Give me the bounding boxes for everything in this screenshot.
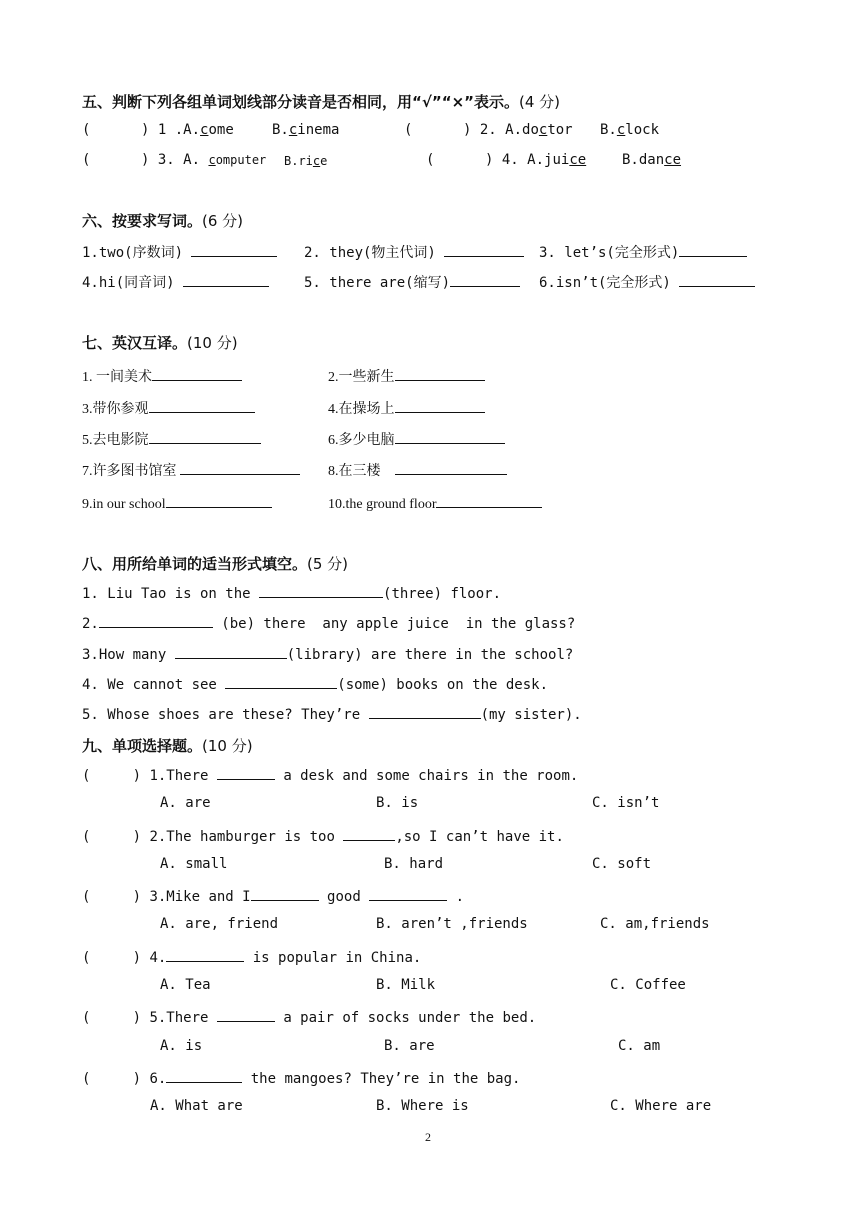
answer-blank[interactable] xyxy=(679,272,755,287)
question-text: 4. xyxy=(149,950,167,966)
s9-q4-option-c[interactable]: C. Coffee xyxy=(610,977,686,993)
underlined-letters: c xyxy=(200,122,209,138)
question-text-rest: ,so I can’t have it. xyxy=(395,829,564,845)
s7-item-2 xyxy=(328,366,485,386)
question-text-rest: a desk and some chairs in the room. xyxy=(274,768,579,784)
section-5-points: (4 分) xyxy=(519,93,561,111)
item-prompt: 6.多少电脑 xyxy=(328,433,395,448)
answer-blank[interactable] xyxy=(436,493,542,508)
s8-item-3 xyxy=(82,644,573,663)
answer-paren[interactable]: ( ) xyxy=(82,1010,142,1026)
answer-paren[interactable]: ( ) xyxy=(82,122,150,138)
s7-item-1 xyxy=(82,366,242,386)
question-text-rest: the mangoes? They’re in the bag. xyxy=(242,1071,521,1087)
s7-item-7 xyxy=(82,460,300,480)
answer-blank[interactable] xyxy=(152,366,242,381)
s5-q1 xyxy=(82,122,234,138)
section-5-title: 五、判断下列各组单词划线部分读音是否相同，用“√”“×”表示。 xyxy=(82,93,520,111)
question-text-rest: . xyxy=(447,889,465,905)
item-prompt-rest: (some) books on the desk. xyxy=(337,677,549,693)
s9-q3-option-a[interactable]: A. are, friend xyxy=(160,916,279,932)
item-prompt-rest: (be) there any apple juice in the glass? xyxy=(212,616,576,632)
item-prompt: 5. Whose shoes are these? They’re xyxy=(82,707,369,723)
answer-paren[interactable]: ( ) xyxy=(82,1071,142,1087)
s9-q6-option-a[interactable]: A. What are xyxy=(150,1098,243,1114)
s9-q1-option-b[interactable]: B. is xyxy=(376,795,419,811)
s9-question-2 xyxy=(82,826,564,845)
section-6-heading xyxy=(82,210,243,231)
answer-blank[interactable] xyxy=(166,947,244,962)
item-prompt: 4.在操场上 xyxy=(328,402,395,417)
s5-q2 xyxy=(404,122,573,138)
answer-paren[interactable]: ( ) xyxy=(82,950,142,966)
answer-paren[interactable]: ( ) xyxy=(404,122,472,138)
s7-item-9 xyxy=(82,493,272,513)
item-prompt: 7.许多图书馆室 xyxy=(82,464,177,479)
s9-q2-option-c[interactable]: C. soft xyxy=(592,856,652,872)
q-number: 2. xyxy=(479,122,497,138)
s6-item-2 xyxy=(304,242,524,262)
s9-question-6 xyxy=(82,1068,520,1087)
question-text-rest: a pair of socks under the bed. xyxy=(274,1010,537,1026)
option-b: B.ri xyxy=(284,154,313,168)
s5-q4-b xyxy=(622,152,681,168)
s9-q5-option-b[interactable]: B. are xyxy=(384,1038,435,1054)
item-prompt: 3.带你参观 xyxy=(82,402,149,417)
item-prompt: 5. there are(缩写) xyxy=(304,275,451,291)
item-prompt: 3. let’s(完全形式) xyxy=(539,245,680,261)
question-text: 1.There xyxy=(149,768,217,784)
item-prompt: 10.the ground floor xyxy=(328,497,437,512)
s6-item-6 xyxy=(539,272,755,292)
s9-question-4 xyxy=(82,947,421,966)
answer-paren[interactable]: ( ) xyxy=(82,768,142,784)
answer-paren[interactable]: ( ) xyxy=(82,889,142,905)
answer-blank[interactable] xyxy=(166,493,272,508)
answer-blank[interactable] xyxy=(251,886,319,901)
s8-item-2 xyxy=(82,613,575,632)
s9-q5-option-a[interactable]: A. is xyxy=(160,1038,203,1054)
section-8-title: 八、用所给单词的适当形式填空。 xyxy=(82,555,308,573)
answer-blank[interactable] xyxy=(395,398,485,413)
s9-q1-option-c[interactable]: C. isn’t xyxy=(592,795,660,811)
s6-item-5 xyxy=(304,272,520,292)
answer-blank[interactable] xyxy=(369,886,447,901)
section-7-heading xyxy=(82,332,238,353)
s9-question-3 xyxy=(82,886,464,905)
s9-q2-option-a[interactable]: A. small xyxy=(160,856,228,872)
answer-blank[interactable] xyxy=(395,460,507,475)
section-6-title: 六、按要求写词。 xyxy=(82,212,203,230)
item-prompt-rest: (my sister). xyxy=(480,707,582,723)
s6-item-4 xyxy=(82,272,269,292)
option-a: A.jui xyxy=(527,152,570,168)
section-5-heading xyxy=(82,91,560,112)
section-9-points: (10 分) xyxy=(202,737,253,755)
answer-blank[interactable] xyxy=(183,272,269,287)
option-b: B. xyxy=(600,122,617,138)
answer-blank[interactable] xyxy=(149,429,261,444)
s8-item-4 xyxy=(82,674,548,693)
s7-item-3 xyxy=(82,398,255,418)
answer-blank[interactable] xyxy=(343,826,395,841)
s7-item-8 xyxy=(328,460,507,480)
section-9-title: 九、单项选择题。 xyxy=(82,737,203,755)
q-number: 1 . xyxy=(157,122,184,138)
section-7-title: 七、英汉互译。 xyxy=(82,334,188,352)
answer-paren[interactable]: ( ) xyxy=(82,829,142,845)
underlined-letters: c xyxy=(538,122,548,138)
answer-blank[interactable] xyxy=(450,272,520,287)
item-prompt: 1. Liu Tao is on the xyxy=(82,586,260,602)
answer-blank[interactable] xyxy=(217,1007,275,1022)
question-text-rest: is popular in China. xyxy=(244,950,422,966)
option-a: A. xyxy=(183,122,201,138)
item-prompt: 6.isn’t(完全形式) xyxy=(539,275,671,291)
s9-question-1 xyxy=(82,765,578,784)
s6-item-1 xyxy=(82,242,277,262)
question-text-mid: good xyxy=(318,889,370,905)
option-b-rest: inema xyxy=(297,122,340,138)
s9-q4-option-a[interactable]: A. Tea xyxy=(160,977,211,993)
s5-q1-b xyxy=(272,122,339,138)
answer-blank[interactable] xyxy=(149,398,255,413)
option-a-rest: omputer xyxy=(215,153,267,167)
section-9-heading xyxy=(82,735,253,756)
option-a: A. xyxy=(183,152,201,168)
question-text: 2.The hamburger is too xyxy=(149,829,344,845)
item-prompt: 9.in our school xyxy=(82,497,166,512)
item-prompt: 5.去电影院 xyxy=(82,433,149,448)
answer-blank[interactable] xyxy=(369,704,481,719)
answer-blank[interactable] xyxy=(99,613,213,628)
section-8-heading xyxy=(82,553,348,574)
item-prompt-rest: (three) floor. xyxy=(383,586,502,602)
item-prompt: 4. We cannot see xyxy=(82,677,226,693)
page-number: 2 xyxy=(425,1130,431,1144)
answer-blank[interactable] xyxy=(180,460,300,475)
underlined-letters: ce xyxy=(664,152,682,168)
question-text: 5.There xyxy=(149,1010,217,1026)
item-prompt-rest: (library) are there in the school? xyxy=(286,647,574,663)
s9-q1-option-a[interactable]: A. are xyxy=(160,795,211,811)
option-a: A.do xyxy=(505,122,539,138)
section-7-points: (10 分) xyxy=(187,334,238,352)
s9-question-5 xyxy=(82,1007,536,1026)
answer-blank[interactable] xyxy=(191,242,277,257)
s5-q2-b xyxy=(600,122,659,138)
answer-blank[interactable] xyxy=(175,644,287,659)
answer-blank[interactable] xyxy=(395,429,505,444)
s9-q6-option-c[interactable]: C. Where are xyxy=(610,1098,712,1114)
option-b-rest: lock xyxy=(625,122,660,138)
s7-item-6 xyxy=(328,429,505,449)
s8-item-5 xyxy=(82,704,582,723)
s9-q4-option-b[interactable]: B. Milk xyxy=(376,977,436,993)
s9-q5-option-c[interactable]: C. am xyxy=(618,1038,661,1054)
s9-q3-option-b[interactable]: B. aren’t ,friends xyxy=(376,916,528,932)
option-b: B. xyxy=(272,122,289,138)
answer-blank[interactable] xyxy=(395,366,485,381)
item-prompt: 4.hi(同音词) xyxy=(82,275,175,291)
question-text: 3.Mike and I xyxy=(149,889,251,905)
item-prompt: 1. 一间美术 xyxy=(82,370,152,385)
answer-blank[interactable] xyxy=(217,765,275,780)
s5-q3 xyxy=(82,152,266,168)
option-b-rest: e xyxy=(320,154,328,168)
answer-blank[interactable] xyxy=(259,583,383,598)
answer-paren[interactable]: ( ) xyxy=(82,152,150,168)
item-prompt: 2. they(物主代词) xyxy=(304,245,436,261)
s9-q2-option-b[interactable]: B. hard xyxy=(384,856,444,872)
answer-paren[interactable]: ( ) xyxy=(426,152,494,168)
option-a-rest: tor xyxy=(547,122,573,138)
underlined-letters: c xyxy=(312,154,321,168)
s9-q6-option-b[interactable]: B. Where is xyxy=(376,1098,469,1114)
s7-item-5 xyxy=(82,429,261,449)
item-prompt: 2. xyxy=(82,616,99,632)
underlined-letters: c xyxy=(288,122,298,138)
underlined-letters: c xyxy=(616,122,626,138)
underlined-letters: c xyxy=(208,153,216,167)
q-number: 4. xyxy=(501,152,519,168)
item-prompt: 2.一些新生 xyxy=(328,370,395,385)
item-prompt: 1.two(序数词) xyxy=(82,245,184,261)
answer-blank[interactable] xyxy=(225,674,337,689)
q-number: 3. xyxy=(157,152,175,168)
s5-q4 xyxy=(426,152,586,168)
s7-item-10 xyxy=(328,493,542,513)
s7-item-4 xyxy=(328,398,485,418)
option-b: B.dan xyxy=(622,152,665,168)
item-prompt: 8.在三楼 xyxy=(328,464,381,479)
option-a-rest: ome xyxy=(208,122,234,138)
answer-blank[interactable] xyxy=(166,1068,242,1083)
underlined-letters: ce xyxy=(569,152,587,168)
s8-item-1 xyxy=(82,583,501,602)
s9-q3-option-c[interactable]: C. am,friends xyxy=(600,916,710,932)
answer-blank[interactable] xyxy=(679,242,747,257)
s5-q3-b xyxy=(284,154,327,168)
section-8-points: (5 分) xyxy=(307,555,349,573)
item-prompt: 3.How many xyxy=(82,647,175,663)
answer-blank[interactable] xyxy=(444,242,524,257)
section-6-points: (6 分) xyxy=(202,212,244,230)
s6-item-3 xyxy=(539,242,747,262)
question-text: 6. xyxy=(149,1071,167,1087)
